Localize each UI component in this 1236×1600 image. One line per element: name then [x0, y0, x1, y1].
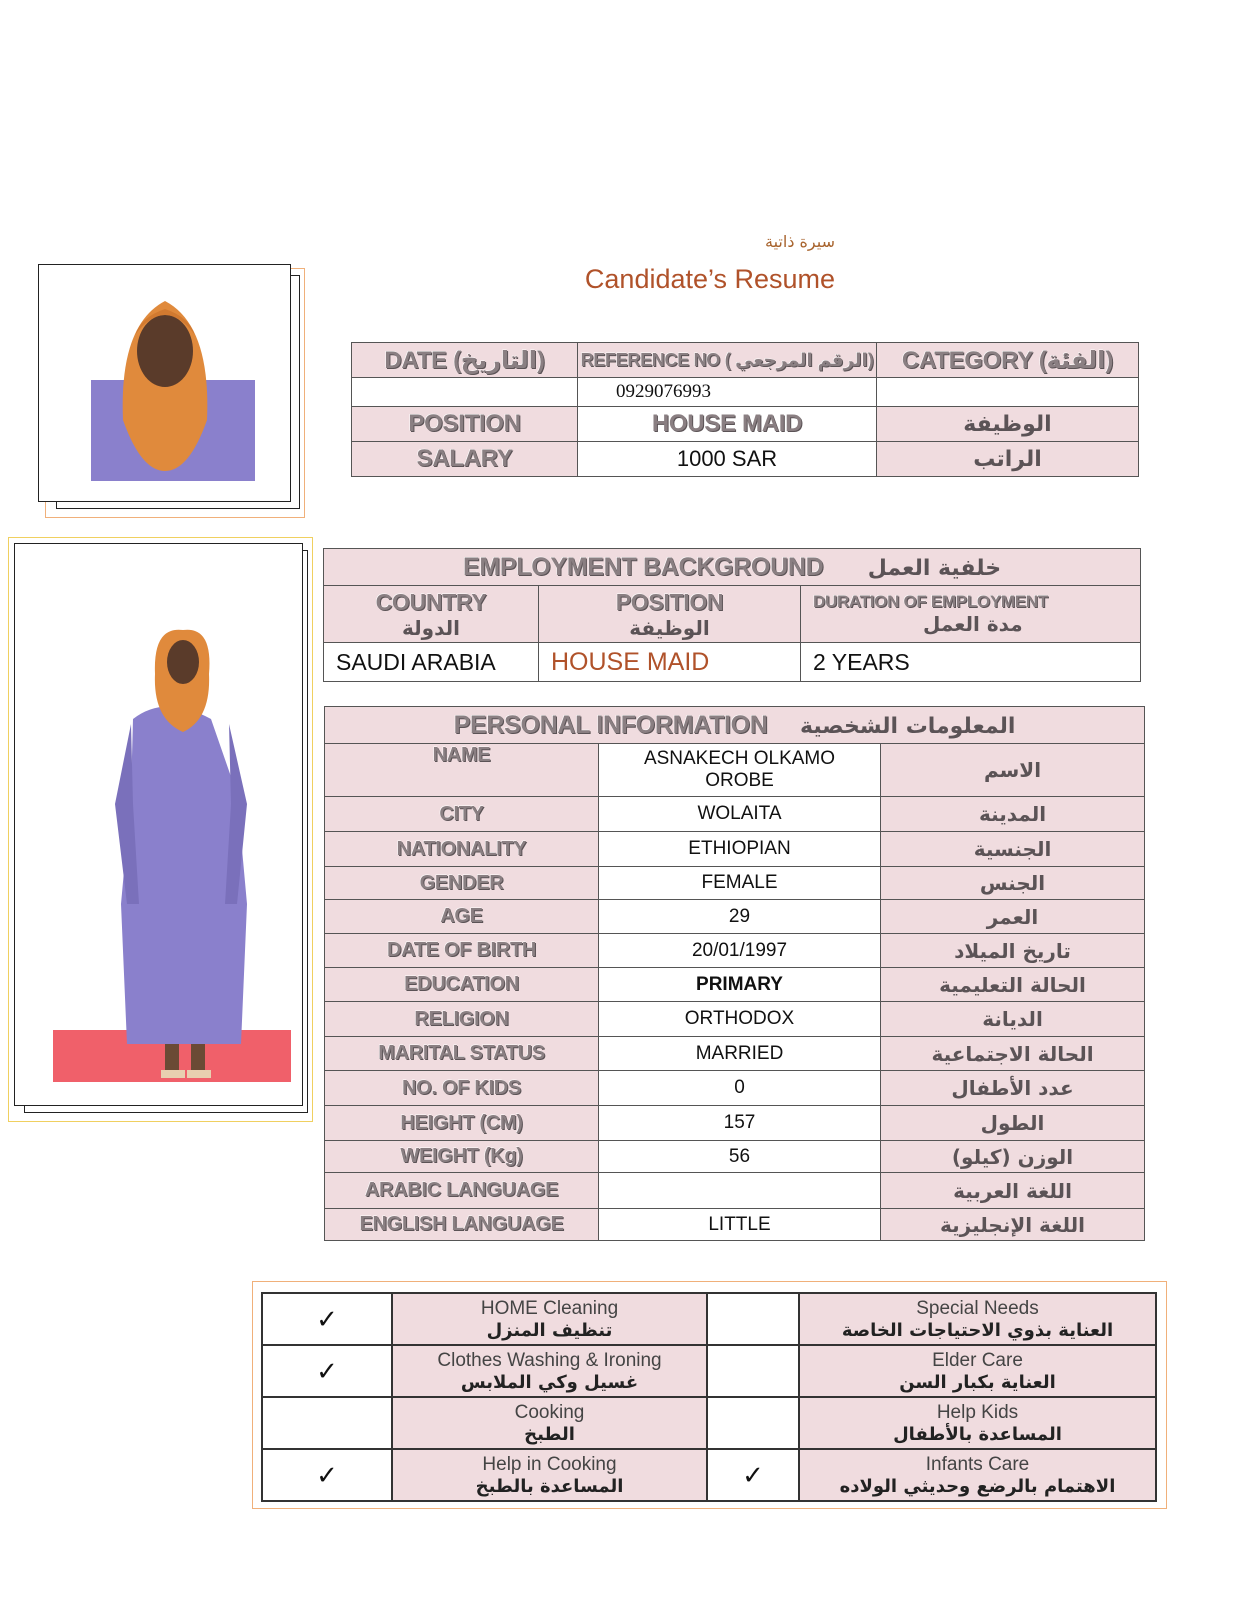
- personal-value: 157: [599, 1106, 881, 1141]
- personal-row: [325, 1209, 1145, 1241]
- position-value: HOUSE MAID: [578, 407, 877, 442]
- reference-value: 0929076993: [578, 378, 877, 407]
- personal-label-ar: اللغة الإنجليزية: [881, 1209, 1145, 1241]
- personal-heading-en: PERSONAL INFORMATION: [453, 710, 768, 739]
- personal-row: [325, 1141, 1145, 1173]
- personal-label: NATIONALITY: [325, 832, 599, 867]
- personal-label: RELIGION: [325, 1002, 599, 1037]
- left-checkbox-cell[interactable]: [262, 1397, 392, 1449]
- right-skill-cell: [799, 1449, 1156, 1501]
- salary-label: SALARY: [352, 442, 578, 477]
- personal-value: LITTLE: [599, 1209, 881, 1241]
- left-checkbox-cell[interactable]: [262, 1449, 392, 1501]
- right-skill-cell: [799, 1397, 1156, 1449]
- personal-row: [325, 1071, 1145, 1106]
- personal-label: GENDER: [325, 867, 599, 900]
- check-icon: ✓: [316, 1303, 338, 1334]
- right-skill-label: Elder Care: [932, 1349, 1023, 1371]
- personal-label-ar: الاسم: [881, 744, 1145, 797]
- right-skill-label: Help Kids: [936, 1401, 1019, 1423]
- arabic-header: سيرة ذاتية: [765, 232, 835, 251]
- personal-value: [599, 744, 881, 797]
- country-header: [324, 586, 539, 643]
- salary-label-ar: الراتب: [877, 442, 1139, 477]
- category-value: [877, 378, 1139, 407]
- personal-heading: [325, 707, 1145, 744]
- personal-value: [599, 1173, 881, 1209]
- personal-row: [325, 744, 1145, 797]
- personal-label: WEIGHT (Kg): [325, 1141, 599, 1173]
- personal-value: FEMALE: [599, 867, 881, 900]
- personal-value: WOLAITA: [599, 797, 881, 832]
- personal-label-ar: الجنس: [881, 867, 1145, 900]
- left-skill-label: HOME Cleaning: [480, 1297, 619, 1319]
- position-label-ar: الوظيفة: [877, 407, 1139, 442]
- personal-row: [325, 900, 1145, 934]
- personal-row: [325, 1002, 1145, 1037]
- emp-position-label-ar: الوظيفة: [629, 615, 710, 640]
- emp-position-label: POSITION: [615, 588, 724, 615]
- personal-label-ar: عدد الأطفال: [881, 1071, 1145, 1106]
- personal-value: ETHIOPIAN: [599, 832, 881, 867]
- personal-label: MARITAL STATUS: [325, 1037, 599, 1071]
- personal-row: [325, 1173, 1145, 1209]
- fullbody-photo: [14, 543, 303, 1106]
- personal-value: 20/01/1997: [599, 934, 881, 968]
- date-value: [352, 378, 578, 407]
- country-label-ar: الدولة: [402, 615, 460, 640]
- personal-row: [325, 968, 1145, 1002]
- position-label: POSITION: [352, 407, 578, 442]
- check-icon: ✓: [316, 1355, 338, 1386]
- right-checkbox-cell[interactable]: [707, 1397, 799, 1449]
- right-checkbox-cell[interactable]: [707, 1449, 799, 1501]
- personal-label-ar: الجنسية: [881, 832, 1145, 867]
- reference-label: REFERENCE NO ( الرقم المرجعي): [578, 343, 877, 378]
- personal-label: NAME: [325, 744, 599, 797]
- skill-row: [262, 1345, 1156, 1397]
- personal-value: 0: [599, 1071, 881, 1106]
- personal-value: 29: [599, 900, 881, 934]
- employment-heading: [324, 549, 1141, 586]
- duration-label-ar: مدة العمل: [923, 612, 1023, 636]
- reference-table: [351, 342, 1139, 477]
- left-skill-cell: [392, 1345, 707, 1397]
- left-skill-label-ar: تنظيف المنزل: [486, 1319, 613, 1341]
- right-skill-cell: [799, 1293, 1156, 1345]
- employment-heading-en: EMPLOYMENT BACKGROUND: [462, 552, 824, 581]
- personal-label-ar: اللغة العربية: [881, 1173, 1145, 1209]
- skill-row: [262, 1293, 1156, 1345]
- personal-label: EDUCATION: [325, 968, 599, 1002]
- left-checkbox-cell[interactable]: [262, 1345, 392, 1397]
- left-skill-label: Help in Cooking: [482, 1453, 617, 1475]
- duration-value: 2 YEARS: [801, 643, 1141, 682]
- name-value-line1: ASNAKECH OLKAMO: [643, 748, 836, 769]
- personal-row: [325, 934, 1145, 968]
- right-checkbox-cell[interactable]: [707, 1293, 799, 1345]
- personal-label: HEIGHT (CM): [325, 1106, 599, 1141]
- personal-label: NO. OF KIDS: [325, 1071, 599, 1106]
- right-skill-label-ar: الاهتمام بالرضع وحديثي الولاده: [839, 1475, 1116, 1497]
- right-skill-label-ar: المساعدة بالأطفال: [893, 1423, 1062, 1445]
- personal-label: ENGLISH LANGUAGE: [325, 1209, 599, 1241]
- employment-heading-ar: خلفية العمل: [867, 555, 1002, 581]
- personal-value: 56: [599, 1141, 881, 1173]
- personal-value: MARRIED: [599, 1037, 881, 1071]
- right-skill-label: Special Needs: [916, 1297, 1039, 1319]
- personal-row: [325, 1106, 1145, 1141]
- right-skill-cell: [799, 1345, 1156, 1397]
- country-label: COUNTRY: [375, 588, 487, 615]
- personal-label-ar: الوزن (كيلو): [881, 1141, 1145, 1173]
- personal-value: ORTHODOX: [599, 1002, 881, 1037]
- check-icon: ✓: [316, 1459, 338, 1490]
- left-skill-label: Cooking: [514, 1401, 585, 1423]
- page-title: Candidate’s Resume: [584, 264, 836, 294]
- skills-panel: [252, 1281, 1167, 1509]
- name-value-line2: OROBE: [705, 770, 774, 791]
- left-skill-cell: [392, 1449, 707, 1501]
- personal-info-table: [324, 706, 1145, 1241]
- left-skill-cell: [392, 1397, 707, 1449]
- country-value: SAUDI ARABIA: [324, 643, 539, 682]
- personal-value: PRIMARY: [599, 968, 881, 1002]
- left-skill-label-ar: المساعدة بالطبخ: [475, 1475, 624, 1497]
- skill-row: [262, 1449, 1156, 1501]
- personal-label: ARABIC LANGUAGE: [325, 1173, 599, 1209]
- date-label: DATE (التاريخ): [352, 343, 578, 378]
- personal-row: [325, 797, 1145, 832]
- left-skill-label: Clothes Washing & Ironing: [437, 1349, 662, 1371]
- personal-label-ar: تاريخ الميلاد: [881, 934, 1145, 968]
- left-checkbox-cell[interactable]: [262, 1293, 392, 1345]
- personal-row: [325, 867, 1145, 900]
- personal-label: AGE: [325, 900, 599, 934]
- personal-heading-ar: المعلومات الشخصية: [799, 713, 1016, 739]
- emp-position-header: [539, 586, 801, 643]
- right-checkbox-cell[interactable]: [707, 1345, 799, 1397]
- portrait-image: [39, 265, 290, 501]
- left-skill-cell: [392, 1293, 707, 1345]
- personal-label-ar: المدينة: [881, 797, 1145, 832]
- category-label: CATEGORY (الفئة): [877, 343, 1139, 378]
- left-skill-label-ar: الطبخ: [524, 1423, 575, 1445]
- right-skill-label: Infants Care: [925, 1453, 1030, 1475]
- right-skill-label-ar: العناية بذوي الاحتياجات الخاصة: [841, 1319, 1114, 1341]
- personal-label-ar: الحالة الاجتماعية: [881, 1037, 1145, 1071]
- left-skill-label-ar: غسيل وكي الملابس: [460, 1371, 639, 1393]
- duration-label: DURATION OF EMPLOYMENT: [813, 592, 1048, 611]
- personal-label-ar: الديانة: [881, 1002, 1145, 1037]
- duration-header: [801, 586, 1141, 643]
- skill-row: [262, 1397, 1156, 1449]
- right-skill-label-ar: العناية بكبار السن: [899, 1371, 1056, 1393]
- emp-position-value: HOUSE MAID: [539, 643, 801, 682]
- personal-row: [325, 1037, 1145, 1071]
- fullbody-image: [15, 544, 302, 1105]
- personal-label: CITY: [325, 797, 599, 832]
- check-icon: ✓: [742, 1459, 764, 1490]
- personal-label: DATE OF BIRTH: [325, 934, 599, 968]
- personal-row: [325, 832, 1145, 867]
- personal-label-ar: الطول: [881, 1106, 1145, 1141]
- salary-value: 1000 SAR: [578, 442, 877, 477]
- portrait-photo: [38, 264, 291, 502]
- skills-table: [261, 1292, 1157, 1502]
- employment-table: [323, 548, 1141, 682]
- personal-label-ar: الحالة التعليمية: [881, 968, 1145, 1002]
- personal-label-ar: العمر: [881, 900, 1145, 934]
